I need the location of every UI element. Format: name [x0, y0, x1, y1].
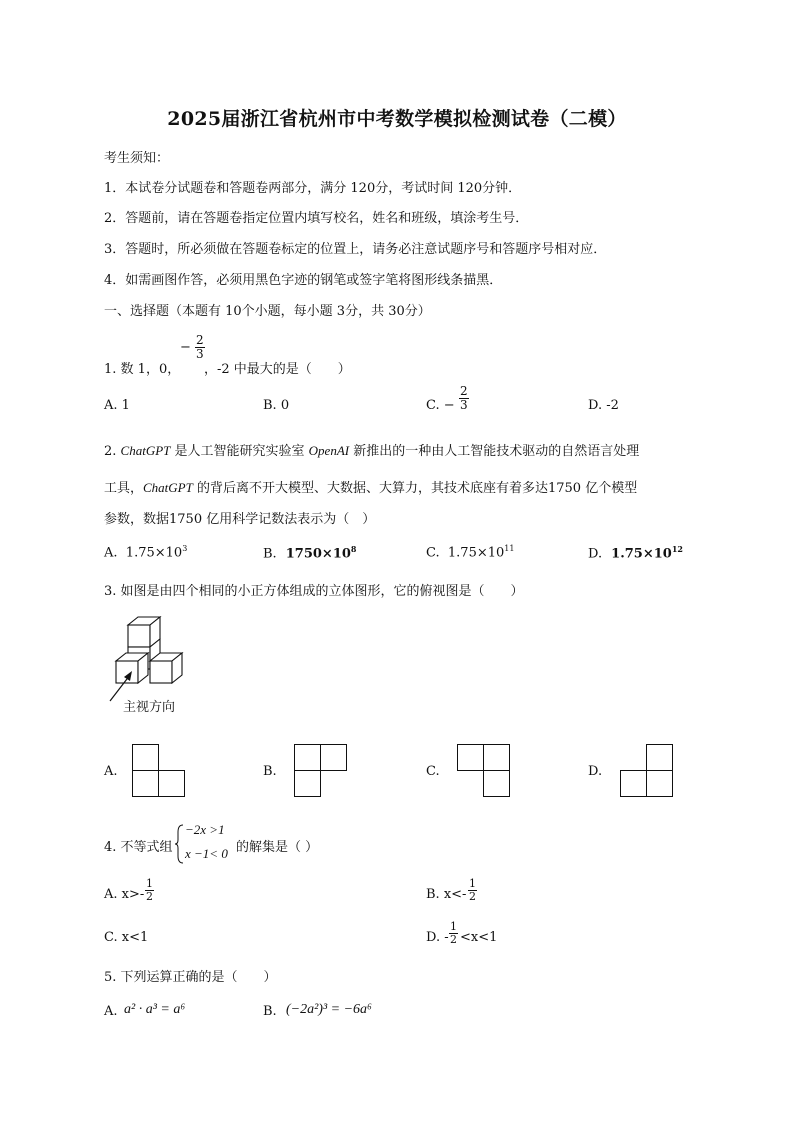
q4-option-d-frac [449, 921, 458, 946]
q4-d-den: 2 [450, 933, 457, 947]
q3-option-c-label: C. [426, 764, 440, 779]
q2-d-base: 1.75×10 [611, 546, 672, 562]
q4-option-d-tail: <x<1 [460, 930, 498, 945]
notice-item-3: 3．答题时，所必须做在答题卷标定的位置上，请务必注意试题序号和答题序号相对应． [104, 242, 607, 257]
q3-option-a-shape [132, 744, 186, 798]
notice-item-1: 1．本试卷分试题卷和答题卷两部分，满分 120分，考试时间 120分钟． [104, 181, 522, 196]
q3-option-c-shape [457, 744, 511, 798]
q2-option-a [104, 544, 187, 560]
q1-fraction [180, 334, 205, 361]
q5-option-b-expr: (−2a²)³ = −6a⁶ [286, 1002, 372, 1017]
q2-line1-c: 新推出的一种由人工智能技术驱动的自然语言处理 [349, 444, 640, 459]
q2-b-base: 1750×10 [285, 546, 351, 562]
q4-stem-a: 4. 不等式组 [104, 840, 173, 855]
q1-option-a: A. 1 [104, 398, 130, 413]
q2-line1-b: 是人工智能研究实验室 [170, 444, 309, 459]
q4-option-b [426, 887, 466, 902]
q5-stem: 5. 下列运算正确的是（ ） [104, 970, 277, 985]
q3-cube-figure [108, 615, 208, 705]
q4-b-den: 2 [469, 890, 476, 904]
q2-b-exp: 8 [350, 544, 357, 554]
notice-heading: 考生须知： [104, 151, 170, 166]
q4-a-num: 1 [146, 877, 153, 890]
q1-frac-sign: − [180, 340, 191, 356]
q3-option-b-label: B. [263, 764, 277, 779]
page-title: 2025届浙江省杭州市中考数学模拟检测试卷（二模） [167, 108, 627, 130]
q2-c-label: C. [426, 545, 440, 561]
q2-option-b [263, 544, 357, 561]
q4-d-text-a: D. - [426, 930, 449, 945]
q3-option-d-label: D. [588, 764, 603, 779]
q2-number: 2. [104, 444, 121, 459]
q2-d-exp: 12 [671, 544, 683, 554]
q5-option-a-label: A. [104, 1004, 118, 1019]
q4-option-d [426, 930, 449, 945]
q2-line-3: 参数，数据1750 亿用科学记数法表示为（ ） [104, 512, 376, 527]
q1-text-a: 1. 数 1，0， [104, 362, 181, 377]
q2-openai: OpenAI [308, 443, 350, 458]
q4-b-num: 1 [469, 877, 476, 890]
q4-d-num: 1 [450, 920, 457, 933]
q4-option-a-frac [145, 878, 154, 903]
q1-option-d: D. -2 [588, 398, 619, 413]
notice-item-4: 4．如需画图作答，必须用黑色字迹的钢笔或签字笔将图形线条描黑． [104, 273, 503, 288]
q5-option-b-label: B. [263, 1004, 277, 1019]
q1-frac-num: 2 [196, 333, 204, 347]
section-heading: 一、选择题（本题有 10个小题，每小题 3分，共 30分） [104, 304, 431, 319]
q1-option-b: B. 0 [263, 398, 290, 413]
q4-b-text: B. x<- [426, 887, 467, 902]
q1-c-num: 2 [460, 384, 468, 398]
q2-c-base: 1.75×10 [447, 545, 505, 561]
q2-a-label: A. [104, 545, 118, 561]
q3-option-d-shape [620, 744, 674, 798]
q4-option-b-frac [468, 878, 477, 903]
q2-option-c [426, 544, 514, 560]
q3-stem: 3. 如图是由四个相同的小正方体组成的立体图形，它的俯视图是（ ） [104, 584, 524, 599]
q3-option-a-label: A. [104, 764, 118, 779]
q2-line-1 [104, 440, 639, 459]
q2-option-d [588, 544, 683, 561]
q2-b-label: B. [263, 546, 277, 562]
q1-stem [104, 358, 180, 377]
q4-option-a [104, 887, 144, 902]
q4-brace [175, 824, 185, 864]
q1-c-den: 3 [460, 398, 468, 413]
q3-figure-caption: 主视方向 [123, 700, 176, 715]
q2-line-2 [104, 477, 637, 496]
q4-option-c: C. x<1 [104, 930, 149, 945]
q4-a-den: 2 [146, 890, 153, 904]
q4-inequality-1: −2x >1 [185, 822, 225, 837]
q3-option-b-shape [294, 744, 348, 798]
q4-a-text: A. x>- [104, 887, 145, 902]
q1-option-c-sign: − [443, 398, 455, 413]
q2-chatgpt-2: ChatGPT [143, 480, 193, 495]
q4-stem-b: 的解集是（ ） [236, 840, 319, 855]
q2-c-exp: 11 [504, 544, 515, 553]
q4-inequality-2: x −1< 0 [185, 846, 228, 861]
q2-line2-b: 的背后离不开大模型、大数据、大算力，其技术底座有着多达1750 亿个模型 [192, 481, 638, 496]
q1-option-c-label: C. [426, 398, 444, 413]
q1-option-c [426, 398, 455, 413]
q5-option-a-expr: a² · a³ = a⁶ [124, 1002, 186, 1017]
q1-frac-den: 3 [196, 347, 204, 362]
q2-a-exp: 3 [182, 544, 188, 553]
q2-a-base: 1.75×10 [125, 545, 183, 561]
q1-option-c-fraction [459, 385, 469, 412]
notice-item-2: 2．答题前，请在答题卷指定位置内填写校名，姓名和班级，填涂考生号． [104, 211, 529, 226]
q2-chatgpt: ChatGPT [120, 443, 171, 458]
q2-line2-a: 工具， [104, 481, 144, 496]
q2-d-label: D. [588, 546, 603, 562]
q1-stem-tail: ，-2 中最大的是（ ） [204, 362, 351, 377]
